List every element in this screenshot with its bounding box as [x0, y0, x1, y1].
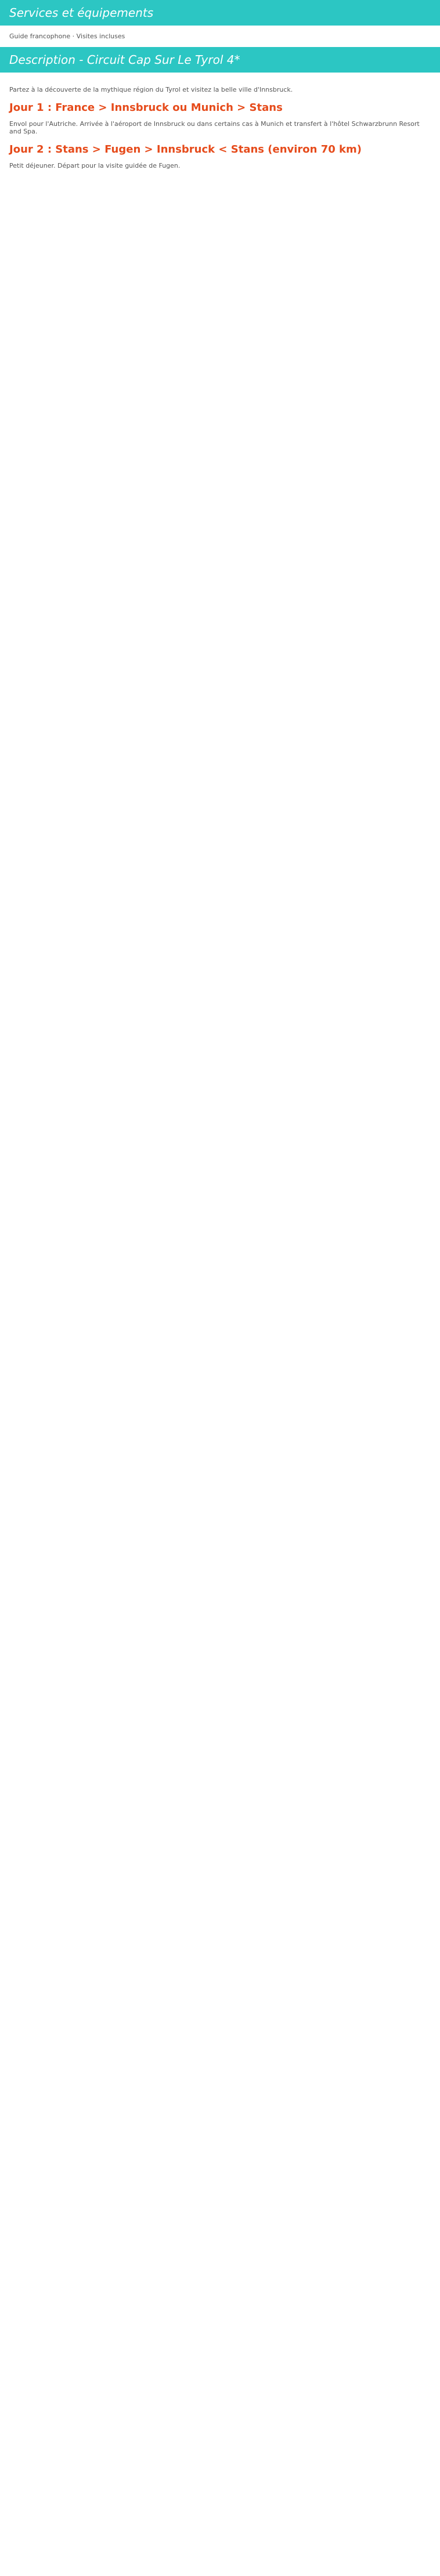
services-title: Services et équipements: [0, 0, 440, 26]
guide-label: Guide francophone: [9, 32, 71, 40]
description-title: Description - Circuit Cap Sur Le Tyrol 4*: [0, 47, 440, 73]
day-title: Jour 2 : Stans > Fugen > Innsbruck < Stans (environ 70 km): [9, 143, 362, 156]
day-text: Petit déjeuner. Départ pour la visite guidée de Fugen.: [9, 162, 181, 169]
visites-label: Visites incluses: [76, 32, 125, 40]
intro-text: Partez à la découverte de la mythique région du Tyrol et visitez la belle ville d'Innsbruck.: [9, 86, 293, 93]
day-text: Envol pour l'Autriche. Arrivée à l'aéroport de Innsbruck ou dans certains cas à Munich et transfert à l'hôtel Schwarzbrunn Resort and Spa.: [9, 120, 420, 135]
day-title: Jour 1 : France > Innsbruck ou Munich > Stans: [9, 102, 283, 114]
